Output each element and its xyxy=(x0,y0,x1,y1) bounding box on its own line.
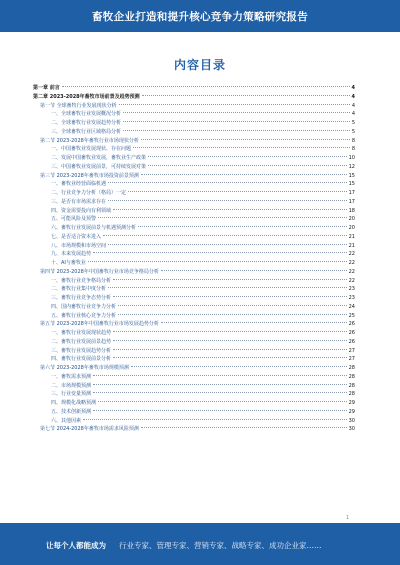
toc-leader-dots xyxy=(93,392,347,393)
toc-entry-page: 17 xyxy=(348,198,355,205)
toc-leader-dots xyxy=(141,139,350,140)
toc-leader-dots xyxy=(123,112,350,113)
toc-entry-page: 26 xyxy=(348,330,355,336)
toc-entry-title: 八、市场规模和市场空间 xyxy=(51,242,107,249)
toc-entry-title: 三、中国畜牧业发展前景，可持续发展对策 xyxy=(51,163,147,170)
toc-entry-page: 26 xyxy=(348,338,355,345)
toc-entry-page: 10 xyxy=(348,155,355,161)
page-number: 1 xyxy=(346,515,350,521)
toc-entry-title: 二、畜牧行业集中度分析 xyxy=(51,286,107,293)
toc-leader-dots xyxy=(113,331,347,332)
toc-leader-dots xyxy=(133,147,350,148)
toc-leader-dots xyxy=(98,217,347,218)
toc-entry-title: 第五节 2023-2028年中国畜牧行业市场发展趋势分析 xyxy=(40,321,159,328)
toc-entry[interactable] xyxy=(33,154,355,163)
toc-entry-title: 三、是否有市场需求存在 xyxy=(51,198,107,205)
toc-entry-title: 四、规模化战略预测 xyxy=(51,400,97,406)
toc-leader-dots xyxy=(113,209,347,210)
toc-entry[interactable] xyxy=(33,137,355,146)
toc-entry-page: 15 xyxy=(348,172,355,179)
toc-entry[interactable] xyxy=(33,180,355,189)
toc-leader-dots xyxy=(128,191,347,192)
toc-entry[interactable] xyxy=(33,277,355,286)
toc-entry-page: 23 xyxy=(348,286,355,293)
toc-leader-dots xyxy=(113,349,347,350)
toc-entry-title: 五、可能风险及预警 xyxy=(51,216,97,223)
toc-leader-dots xyxy=(108,200,347,201)
toc-leader-dots xyxy=(113,279,347,280)
toc-entry-title: 六、畜牧行业发展前景与机遇预测分析 xyxy=(51,225,137,231)
toc-leader-dots xyxy=(83,419,347,420)
toc-entry-title: 六、其他因素 xyxy=(51,417,82,424)
toc-entry[interactable] xyxy=(33,312,355,321)
toc-entry-title: 二、发展中国畜牧业发展，畜牧业生产政策 xyxy=(51,155,147,161)
toc-entry-page: 21 xyxy=(348,233,355,240)
toc-entry[interactable] xyxy=(33,128,355,137)
toc-entry[interactable] xyxy=(33,119,355,128)
toc-entry-page: 24 xyxy=(348,303,355,310)
toc-entry-page: 12 xyxy=(348,163,355,170)
toc-entry[interactable] xyxy=(33,355,355,364)
table-of-contents xyxy=(33,84,355,434)
toc-entry-title: 二、行业竞争力分析（格局）一定 xyxy=(51,190,127,196)
toc-entry[interactable] xyxy=(33,320,355,329)
toc-leader-dots xyxy=(161,270,347,271)
toc-entry[interactable] xyxy=(33,189,355,198)
toc-entry-page: 22 xyxy=(348,277,355,284)
toc-entry[interactable] xyxy=(33,172,355,181)
toc-entry-page: 15 xyxy=(348,181,355,188)
toc-entry[interactable] xyxy=(33,417,355,426)
report-title: 畜牧企业打造和提升核心竞争力策略研究报告 xyxy=(92,11,308,23)
toc-entry-title: 一、畜牧需求预测 xyxy=(51,373,92,380)
toc-entry[interactable] xyxy=(33,329,355,338)
toc-leader-dots xyxy=(113,340,347,341)
toc-entry[interactable] xyxy=(33,294,355,303)
toc-entry-title: 三、全球畜牧行业区域格局分析 xyxy=(51,128,122,135)
toc-entry-page: 22 xyxy=(348,260,355,266)
toc-entry[interactable] xyxy=(33,198,355,207)
toc-entry-page: 4 xyxy=(351,111,355,118)
toc-entry-title: 二、全球畜牧行业发展趋势分析 xyxy=(51,120,122,126)
toc-entry-title: 七、是否适合资本进入 xyxy=(51,233,102,240)
toc-entry[interactable] xyxy=(33,145,355,154)
toc-entry-title: 四、畜牧行业发展前景分析 xyxy=(51,356,112,363)
toc-entry-title: 四、资金需要投向有利领域 xyxy=(51,207,112,214)
toc-entry[interactable] xyxy=(33,233,355,242)
toc-entry-page: 20 xyxy=(348,225,355,231)
toc-leader-dots xyxy=(93,384,347,385)
toc-entry[interactable] xyxy=(33,268,355,277)
toc-leader-dots xyxy=(62,86,350,87)
toc-entry-page: 29 xyxy=(348,400,355,406)
toc-entry-title: 五、畜牧行业核心竞争力分析 xyxy=(51,312,117,319)
toc-entry-page: 21 xyxy=(348,242,355,249)
toc-leader-dots xyxy=(131,366,347,367)
toc-entry-title: 三、畜牧行业竞争态势分析 xyxy=(51,295,112,301)
toc-entry-title: 第二章 2023-2028年畜牧市场前景及趋势预测 xyxy=(33,93,140,100)
toc-entry-title: 三、行业变量预测 xyxy=(51,391,92,398)
toc-entry-title: 一、全球畜牧行业发展概况分析 xyxy=(51,111,122,118)
toc-entry[interactable] xyxy=(33,303,355,312)
toc-entry-title: 一、畜牧业经营面临机遇 xyxy=(51,181,107,188)
toc-entry-page: 28 xyxy=(348,365,355,371)
toc-entry-page: 28 xyxy=(348,382,355,389)
toc-entry-title: 第七节 2024-2028年畜牧市场需求风险预测 xyxy=(40,426,139,433)
toc-entry-page: 20 xyxy=(348,216,355,223)
toc-entry-page: 29 xyxy=(348,408,355,415)
toc-entry-title: 第一节 全球畜牧行业发展现状分析 xyxy=(40,102,117,109)
toc-entry-page: 18 xyxy=(348,207,355,214)
toc-entry[interactable] xyxy=(33,364,355,373)
toc-entry[interactable] xyxy=(33,382,355,391)
toc-leader-dots xyxy=(108,244,347,245)
toc-entry-page: 27 xyxy=(348,356,355,363)
toc-entry-title: 三、畜牧行业发展趋势分析 xyxy=(51,347,112,354)
toc-entry-title: 第二节 2023-2028年畜牧行业市场现状分析 xyxy=(40,137,139,144)
toc-entry-page: 17 xyxy=(348,190,355,196)
toc-leader-dots xyxy=(148,165,347,166)
toc-entry[interactable] xyxy=(33,390,355,399)
toc-leader-dots xyxy=(93,410,347,411)
toc-entry-page: 22 xyxy=(348,268,355,275)
toc-entry-title: 二、市场规模预测 xyxy=(51,382,92,389)
toc-entry-title: 九、未来发展趋势 xyxy=(51,251,92,258)
toc-leader-dots xyxy=(93,252,347,253)
toc-entry-title: 一、畜牧行业竞争格局分析 xyxy=(51,277,112,284)
toc-entry-title: 第三节 2023-2028年畜牧市场投资前景预测 xyxy=(40,172,139,179)
toc-leader-dots xyxy=(141,427,347,428)
toc-entry-page: 5 xyxy=(351,128,355,135)
toc-leader-dots xyxy=(148,156,347,157)
toc-entry[interactable] xyxy=(33,250,355,259)
toc-entry-title: 一、中国畜牧业发展现状、存在问题 xyxy=(51,146,132,153)
toc-entry-page: 30 xyxy=(348,426,355,433)
toc-leader-dots xyxy=(113,296,347,297)
toc-entry[interactable] xyxy=(33,285,355,294)
toc-entry-page: 22 xyxy=(348,251,355,258)
toc-entry-title: 第一章 前言 xyxy=(33,85,60,91)
toc-entry[interactable] xyxy=(33,347,355,356)
toc-entry[interactable] xyxy=(33,93,355,102)
toc-title: 内容目录 xyxy=(173,58,226,72)
toc-leader-dots xyxy=(108,182,347,183)
toc-leader-dots xyxy=(142,95,350,96)
toc-entry-title: 四、国内畜牧行业竞争力分析 xyxy=(51,303,117,310)
toc-leader-dots xyxy=(93,375,347,376)
toc-entry-title: 第四节 2023-2028年中国畜牧行业市场竞争格局分析 xyxy=(40,268,159,275)
footer-roles: 行业专家、管理专家、营销专家、战略专家、成功企业家…… xyxy=(119,541,322,550)
toc-entry[interactable] xyxy=(33,102,355,111)
toc-entry[interactable] xyxy=(33,425,355,434)
toc-entry-page: 25 xyxy=(348,312,355,319)
toc-entry-title: 二、畜牧行业发展前景趋势 xyxy=(51,338,112,345)
toc-entry[interactable] xyxy=(33,408,355,417)
toc-entry-title: 十、AI与畜牧业 xyxy=(51,260,86,266)
toc-entry-page: 28 xyxy=(348,373,355,380)
toc-entry[interactable] xyxy=(33,338,355,347)
toc-leader-dots xyxy=(119,104,350,105)
toc-entry-title: 五、技术创新预测 xyxy=(51,408,92,415)
toc-entry[interactable] xyxy=(33,259,355,268)
toc-entry-page: 28 xyxy=(348,391,355,398)
toc-entry[interactable] xyxy=(33,399,355,408)
toc-leader-dots xyxy=(98,401,347,402)
toc-leader-dots xyxy=(123,121,350,122)
toc-leader-dots xyxy=(108,287,347,288)
toc-entry[interactable] xyxy=(33,84,355,93)
toc-leader-dots xyxy=(118,305,347,306)
toc-entry-page: 27 xyxy=(348,347,355,354)
toc-entry-page: 8 xyxy=(351,146,355,153)
toc-entry-page: 4 xyxy=(351,102,355,109)
toc-leader-dots xyxy=(123,130,350,131)
toc-entry-page: 23 xyxy=(348,295,355,301)
toc-entry[interactable] xyxy=(33,110,355,119)
footer-slogan: 让每个人都能成为 xyxy=(46,541,106,550)
toc-leader-dots xyxy=(138,226,347,227)
toc-leader-dots xyxy=(161,322,347,323)
toc-entry[interactable] xyxy=(33,163,355,172)
toc-entry[interactable] xyxy=(33,224,355,233)
toc-entry[interactable] xyxy=(33,242,355,251)
toc-entry-title: 第六节 2023-2028年畜牧市场规模预测 xyxy=(40,365,129,371)
toc-leader-dots xyxy=(118,314,347,315)
toc-entry-page: 8 xyxy=(351,137,355,144)
toc-leader-dots xyxy=(113,357,347,358)
toc-leader-dots xyxy=(103,235,347,236)
toc-entry[interactable] xyxy=(33,373,355,382)
toc-leader-dots xyxy=(141,174,347,175)
toc-entry-page: 5 xyxy=(351,120,355,126)
toc-entry-page: 30 xyxy=(348,417,355,424)
toc-entry[interactable] xyxy=(33,215,355,224)
toc-entry-title: 一、畜牧行业发展现状趋势 xyxy=(51,330,112,336)
toc-entry-page: 4 xyxy=(351,93,355,100)
toc-entry-page: 4 xyxy=(351,85,355,91)
toc-entry[interactable] xyxy=(33,207,355,216)
toc-entry-page: 26 xyxy=(348,321,355,328)
toc-leader-dots xyxy=(88,261,347,262)
